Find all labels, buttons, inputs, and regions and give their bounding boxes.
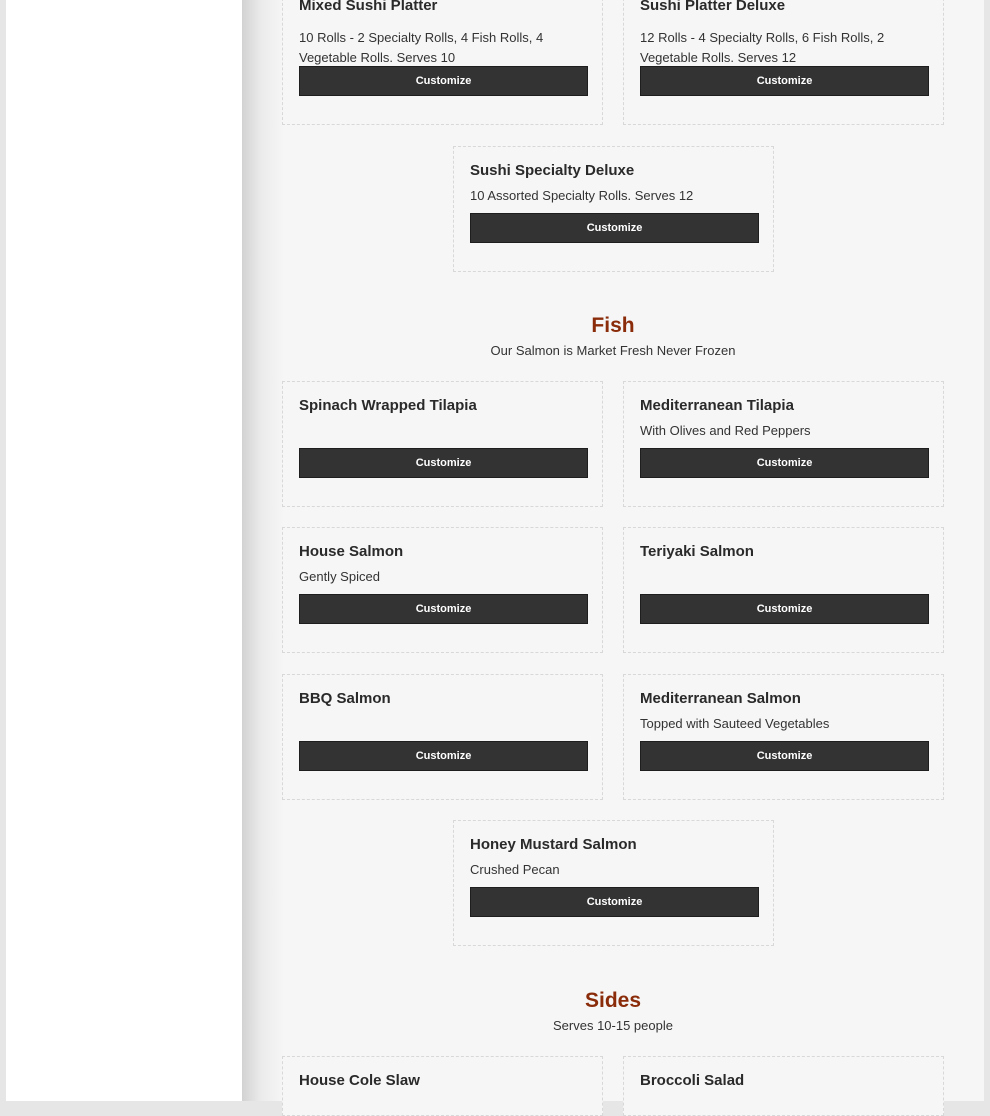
customize-button[interactable]: Customize: [470, 213, 759, 243]
card-description: 10 Rolls - 2 Specialty Rolls, 4 Fish Rolls, 4 Vegetable Rolls. Serves 10: [299, 30, 544, 65]
section-title-sides: Sides: [584, 989, 642, 1012]
menu-card-house-cole-slaw: [282, 1056, 603, 1116]
customize-button[interactable]: Customize: [640, 594, 929, 624]
section-subtitle-fish: Our Salmon is Market Fresh Never Frozen: [490, 343, 736, 358]
menu-card-honey-mustard-salmon: [453, 820, 774, 946]
section-title-fish: Fish: [591, 314, 635, 337]
customize-button[interactable]: Customize: [299, 448, 588, 478]
menu-card-mixed-sushi-platter: [282, 0, 603, 125]
customize-button[interactable]: Customize: [640, 448, 929, 478]
card-title: Mixed Sushi Platter: [299, 0, 438, 14]
card-title: Sushi Platter Deluxe: [640, 0, 786, 14]
card-title: House Salmon: [299, 543, 404, 560]
card-title: Mediterranean Salmon: [640, 690, 801, 707]
customize-button[interactable]: Customize: [640, 741, 929, 771]
menu-card-mediterranean-tilapia: [623, 381, 944, 507]
customize-button[interactable]: Customize: [640, 66, 929, 96]
customize-button[interactable]: Customize: [299, 594, 588, 624]
card-description: 10 Assorted Specialty Rolls. Serves 12: [470, 188, 694, 203]
customize-button[interactable]: Customize: [299, 66, 588, 96]
menu-card-sushi-platter-deluxe: [623, 0, 944, 125]
menu-card-sushi-specialty-deluxe: [453, 146, 774, 272]
card-title: Honey Mustard Salmon: [470, 836, 637, 853]
menu-card-mediterranean-salmon: [623, 674, 944, 800]
customize-button[interactable]: Customize: [470, 887, 759, 917]
menu-card-broccoli-salad: [623, 1056, 944, 1116]
card-title: Broccoli Salad: [640, 1072, 745, 1089]
card-title: Sushi Specialty Deluxe: [470, 162, 635, 179]
menu-card-bbq-salmon: [282, 674, 603, 800]
card-description: With Olives and Red Peppers: [640, 423, 811, 438]
section-subtitle-sides: Serves 10-15 people: [553, 1018, 673, 1033]
card-title: Spinach Wrapped Tilapia: [299, 397, 477, 414]
customize-button[interactable]: Customize: [299, 741, 588, 771]
card-description: Gently Spiced: [299, 569, 380, 584]
card-description: 12 Rolls - 4 Specialty Rolls, 6 Fish Rolls, 2 Vegetable Rolls. Serves 12: [640, 30, 885, 65]
card-title: House Cole Slaw: [299, 1072, 420, 1089]
card-title: BBQ Salmon: [299, 690, 391, 707]
card-title: Mediterranean Tilapia: [640, 397, 794, 414]
left-sidebar: [6, 0, 242, 1101]
card-title: Teriyaki Salmon: [640, 543, 754, 560]
sidebar-shadow: [242, 0, 284, 1101]
menu-card-house-salmon: [282, 527, 603, 653]
card-description: Topped with Sauteed Vegetables: [640, 716, 830, 731]
menu-card-teriyaki-salmon: [623, 527, 944, 653]
menu-card-spinach-wrapped-tilapia: [282, 381, 603, 507]
card-description: Crushed Pecan: [470, 862, 560, 877]
